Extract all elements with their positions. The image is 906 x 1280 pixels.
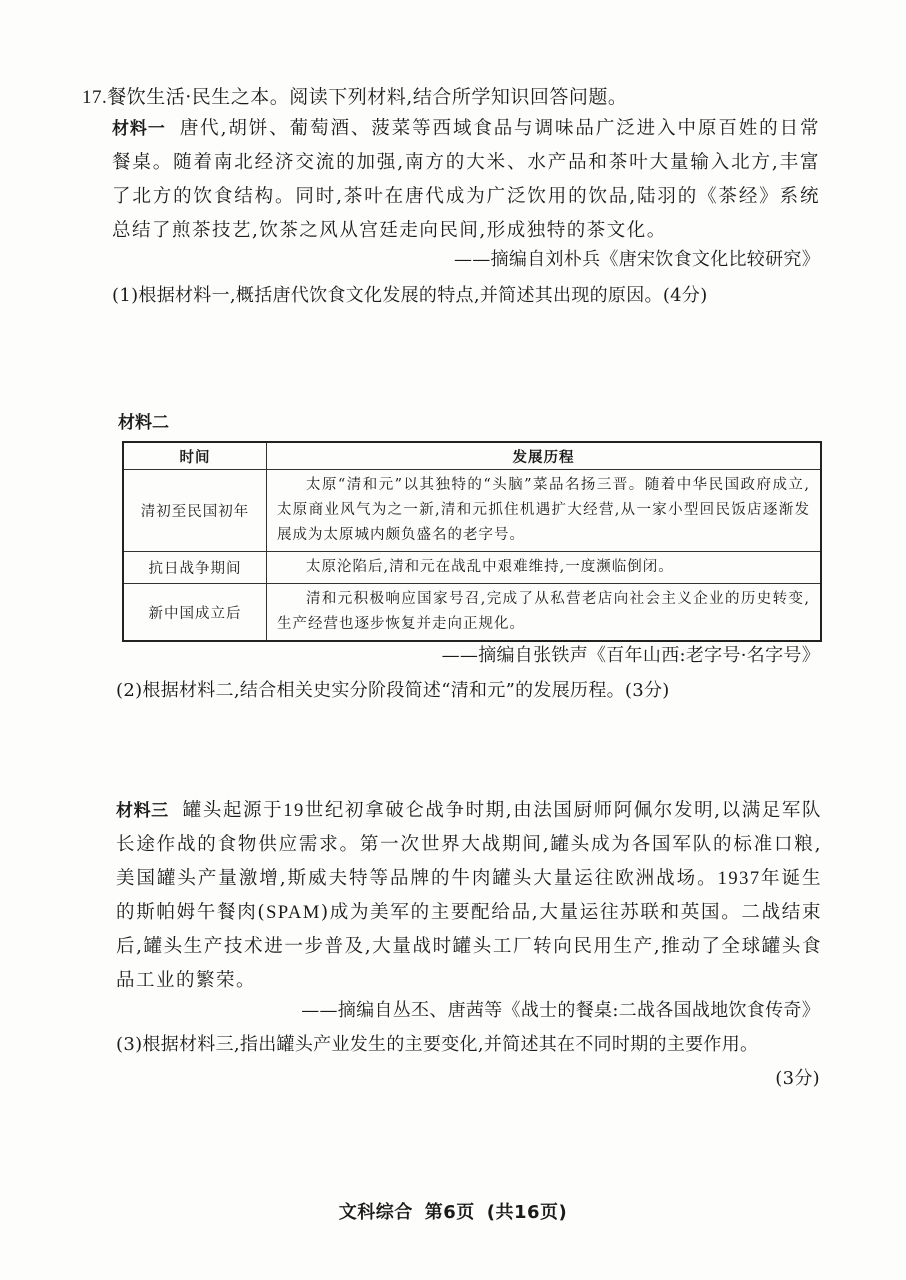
material-one-source: ——摘编自刘朴兵《唐宋饮食文化比较研究》 — [454, 249, 820, 270]
question-three-score: (3分) — [775, 1068, 820, 1089]
table-header-row — [123, 442, 821, 470]
footer-subject: 文科综合 — [338, 1202, 413, 1223]
row-period: 新中国成立后 — [123, 584, 267, 642]
table-row — [123, 470, 821, 552]
question-two: (2)根据材料二,结合相关史实分阶段简述“清和元”的发展历程。(3分) — [116, 680, 670, 701]
question-three: (3)根据材料三,指出罐头产业发生的主要变化,并简述其在不同时期的主要作用。 — [116, 1034, 759, 1055]
material-three-brand: SPAM — [266, 903, 321, 923]
material-one-label: 材料一 — [112, 119, 166, 139]
row-text: 清和元积极响应国家号召,完成了从私营老店向社会主义企业的历史转变,生产经营也逐步恢复并走向正规化。 — [267, 584, 822, 642]
question-number: 17. — [82, 87, 108, 108]
row-text: 太原“清和元”以其独特的“头脑”菜品名扬三晋。随着中华民国政府成立,太原商业风气为之一新,清和元抓住机遇扩大经营,从一家小型回民饭店逐渐发展成为太原城内颇负盛名的老字号。 — [267, 470, 822, 552]
page-footer — [0, 1198, 906, 1224]
material-one — [112, 112, 820, 248]
header-history: 发展历程 — [267, 442, 822, 470]
material-three-year2: 1937 — [717, 869, 761, 889]
row-period: 抗日战争期间 — [123, 552, 267, 584]
material-two-source: ——摘编自张铁声《百年山西:老字号·名字号》 — [441, 645, 820, 666]
material-three-text-d: )成为美军的主要配给品,大量运往苏联和英国。二战结束后,罐头生产技术进一步普及,大量战时罐头工厂转向民用生产,推动了全球罐头食品工业的繁荣。 — [116, 902, 822, 991]
material-three-year1: 19 — [283, 801, 305, 821]
material-three-label: 材料三 — [116, 801, 169, 821]
row-period: 清初至民国初年 — [123, 470, 267, 552]
question-title — [82, 82, 627, 109]
material-two-label: 材料二 — [118, 413, 169, 433]
question-title-text: 餐饮生活·民生之本。阅读下列材料,结合所学知识回答问题。 — [107, 86, 628, 108]
header-period: 时间 — [123, 442, 267, 470]
question-one: (1)根据材料一,概括唐代饮食文化发展的特点,并简述其出现的原因。(4分) — [112, 285, 708, 306]
material-three-source: ——摘编自丛丕、唐茜等《战士的餐桌:二战各国战地饮食传奇》 — [301, 1000, 820, 1021]
history-table — [122, 441, 822, 642]
footer-page: 第6页 — [424, 1202, 475, 1223]
footer-total: (共16页) — [486, 1202, 568, 1223]
table-row — [123, 584, 821, 642]
material-one-text: 唐代,胡饼、葡萄酒、菠菜等西域食品与调味品广泛进入中原百姓的日常餐桌。随着南北经济交流的加强,南方的大米、水产品和茶叶大量输入北方,丰富了北方的饮食结构。同时,茶叶在唐代成为广泛饮用的饮品,陆羽的《茶经》系统总结了煎茶技艺,饮茶之风从宫廷走向民间,形成独特的茶文化。 — [112, 118, 820, 241]
material-three-text-c: 年诞生的斯帕姆午餐肉( — [116, 868, 822, 923]
material-three-text-b: 世纪初拿破仑战争时期,由法国厨师阿佩尔发明,以满足军队长途作战的食物供应需求。第一次世界大战期间,罐头成为各国军队的标准口粮,美国罐头产量激增,斯威夫特等品牌的牛肉罐头大量运往欧洲战场。 — [116, 800, 822, 889]
table-row — [123, 552, 821, 584]
row-text: 太原沦陷后,清和元在战乱中艰难维持,一度濒临倒闭。 — [267, 552, 822, 584]
material-three-text-a: 罐头起源于 — [182, 800, 284, 821]
material-three — [116, 794, 822, 998]
